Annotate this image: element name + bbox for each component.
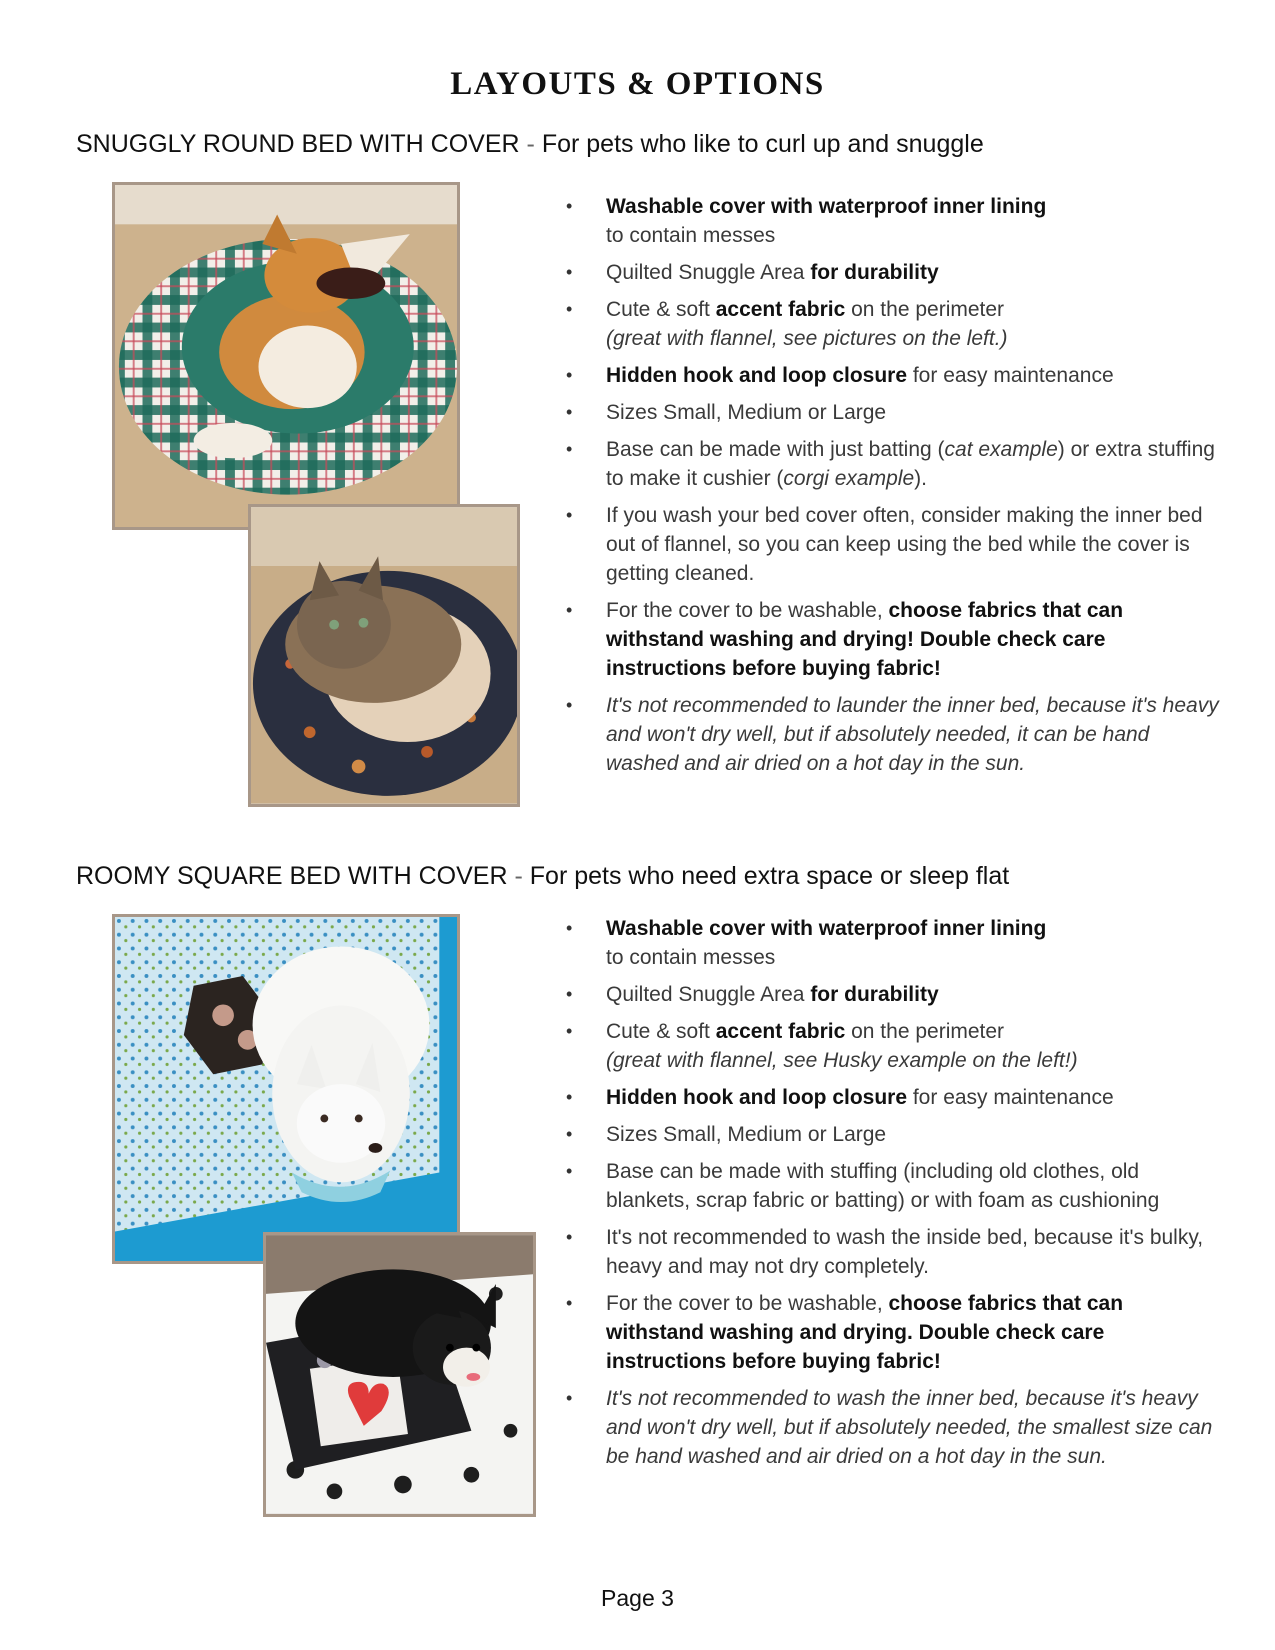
corgi-round-bed-image	[115, 185, 457, 527]
bullet-text: to contain messes	[606, 224, 776, 247]
list-item	[566, 596, 1226, 683]
bullet-dot: •	[566, 402, 573, 422]
bullet-italic: It's not recommended to wash the inner bed, because it's heavy and won't dry well, but if absolutely needed, the smallest size can be hand washed and air dried on a hot day in the sun.	[606, 1387, 1213, 1468]
chihuahua-square-bed-image	[266, 1235, 533, 1514]
bullet-dot: •	[566, 918, 573, 938]
bullet-italic: (great with flannel, see Husky example on the left!)	[606, 1049, 1078, 1072]
bullet-text: to contain messes	[606, 946, 776, 969]
bullet-text: for easy maintenance	[907, 364, 1114, 387]
bullet-text: If you wash your bed cover often, consider making the inner bed out of flannel, so you can keep using the bed while the cover is getting cleaned.	[606, 504, 1203, 585]
bullet-bold: Hidden hook and loop closure	[606, 1086, 908, 1109]
bullet-dot: •	[566, 262, 573, 282]
bullet-dot: •	[566, 365, 573, 385]
cat-round-bed-image	[251, 507, 517, 804]
photo-husky-square-bed	[112, 914, 460, 1264]
bullet-dot: •	[566, 1021, 573, 1041]
bullet-text: for easy maintenance	[907, 1086, 1114, 1109]
bullet-bold: accent fabric	[715, 298, 846, 321]
bullet-bold: accent fabric	[715, 1020, 846, 1043]
bullet-dot: •	[566, 1388, 573, 1408]
bullet-text: Sizes Small, Medium or Large	[606, 1123, 887, 1146]
bullet-dot: •	[566, 1087, 573, 1107]
list-item	[566, 1384, 1226, 1471]
bullet-dot: •	[566, 1124, 573, 1144]
bullet-dot: •	[566, 695, 573, 715]
bullet-dot: •	[566, 196, 573, 216]
bullet-text: Base can be made with just batting (	[606, 438, 945, 461]
photo-corgi-round-bed	[112, 182, 460, 530]
bullet-list-round-bed	[566, 192, 1226, 786]
bullet-text: Quilted Snuggle Area	[606, 983, 811, 1006]
list-item	[566, 691, 1226, 778]
section-subtitle: For pets who like to curl up and snuggle	[541, 130, 984, 158]
bullet-text: For the cover to be washable,	[606, 599, 889, 622]
section-subtitle: For pets who need extra space or sleep flat	[529, 862, 1010, 890]
bullet-text: Cute & soft	[606, 1020, 716, 1043]
bullet-dot: •	[566, 1227, 573, 1247]
bullet-bold: choose fabrics that can withstand washing and drying. Double check care instructions before buying fabric!	[606, 1292, 1124, 1373]
list-item	[566, 192, 1226, 250]
bullet-bold: for durability	[810, 261, 939, 284]
husky-square-bed-image	[115, 917, 457, 1261]
heading-separator: -	[526, 130, 535, 158]
list-item	[566, 295, 1226, 353]
section-heading-round-bed	[76, 130, 984, 159]
bullet-italic: corgi example	[783, 467, 915, 490]
list-item	[566, 980, 1226, 1009]
bullet-dot: •	[566, 1293, 573, 1313]
section-title: SNUGGLY ROUND BED WITH COVER	[76, 130, 520, 158]
bullet-bold: for durability	[810, 983, 939, 1006]
bullet-dot: •	[566, 984, 573, 1004]
list-item	[566, 1289, 1226, 1376]
bullet-text: ) or extra stuffing to make it cushier (	[606, 438, 1215, 490]
list-item	[566, 1017, 1226, 1075]
bullet-list-square-bed	[566, 914, 1226, 1479]
list-item	[566, 501, 1226, 588]
bullet-text: Base can be made with stuffing (including old clothes, old blankets, scrap fabric or batting) or with foam as cushioning	[606, 1160, 1160, 1212]
bullet-text: Quilted Snuggle Area	[606, 261, 811, 284]
photo-chihuahua-square-bed	[263, 1232, 536, 1517]
bullet-bold: Washable cover with waterproof inner lining	[606, 917, 1047, 940]
bullet-dot: •	[566, 505, 573, 525]
page-number: Page 3	[601, 1585, 674, 1611]
bullet-text: Sizes Small, Medium or Large	[606, 401, 887, 424]
bullet-dot: •	[566, 299, 573, 319]
section-heading-square-bed	[76, 862, 1009, 891]
list-item	[566, 398, 1226, 427]
bullet-text: on the perimeter	[845, 1020, 1005, 1043]
page-title: LAYOUTS & OPTIONS	[450, 66, 825, 102]
list-item	[566, 914, 1226, 972]
bullet-italic: (great with flannel, see pictures on the left.)	[606, 327, 1008, 350]
bullet-dot: •	[566, 600, 573, 620]
bullet-text: on the perimeter	[845, 298, 1005, 321]
section-title: ROOMY SQUARE BED WITH COVER	[76, 862, 508, 890]
bullet-text: For the cover to be washable,	[606, 1292, 889, 1315]
list-item	[566, 1120, 1226, 1149]
bullet-italic: cat example	[944, 438, 1058, 461]
list-item	[566, 1223, 1226, 1281]
list-item	[566, 361, 1226, 390]
bullet-dot: •	[566, 439, 573, 459]
bullet-text: It's not recommended to wash the inside bed, because it's bulky, heavy and may not dry completely.	[606, 1226, 1204, 1278]
bullet-bold: choose fabrics that can withstand washing and drying! Double check care instructions before buying fabric!	[606, 599, 1124, 680]
list-item	[566, 1157, 1226, 1215]
bullet-italic: It's not recommended to launder the inner bed, because it's heavy and won't dry well, but if absolutely needed, it can be hand washed and air dried on a hot day in the sun.	[606, 694, 1219, 775]
bullet-text: ).	[914, 467, 927, 490]
bullet-bold: Washable cover with waterproof inner lining	[606, 195, 1047, 218]
list-item	[566, 435, 1226, 493]
bullet-dot: •	[566, 1161, 573, 1181]
bullet-bold: Hidden hook and loop closure	[606, 364, 908, 387]
heading-separator: -	[514, 862, 523, 890]
list-item	[566, 1083, 1226, 1112]
photo-cat-round-bed	[248, 504, 520, 807]
bullet-text: Cute & soft	[606, 298, 716, 321]
list-item	[566, 258, 1226, 287]
